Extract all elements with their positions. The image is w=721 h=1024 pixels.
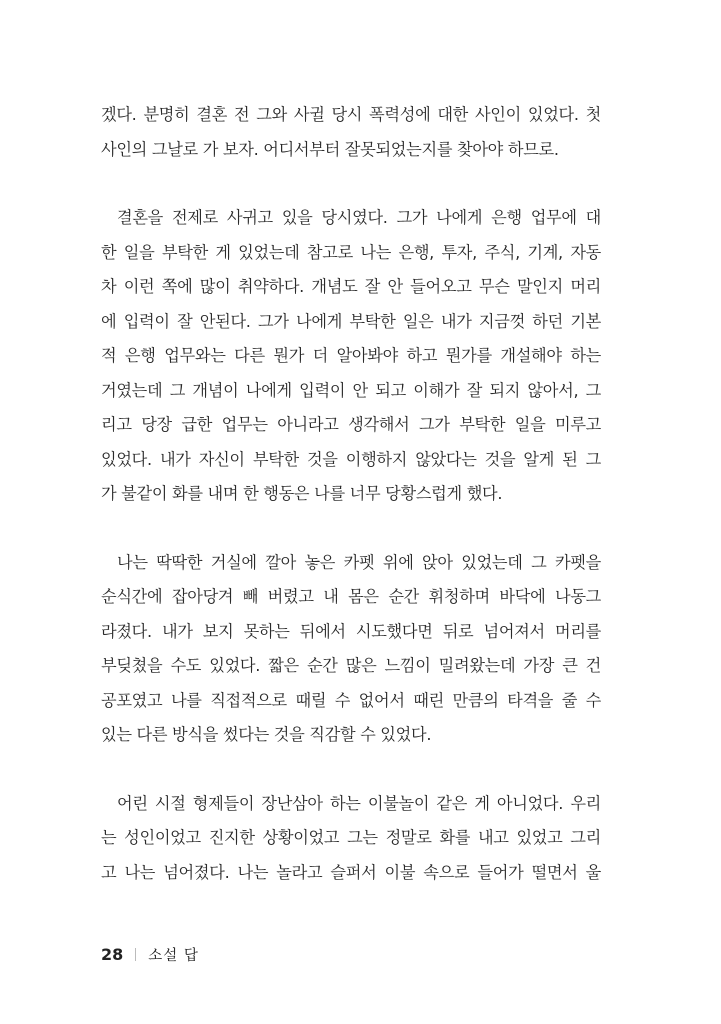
text-line: 거였는데 그 개념이 나에게 입력이 안 되고 이해가 잘 되지 않아서, 그 [101,380,601,400]
text-line: 에 입력이 잘 안된다. 그가 나에게 부탁한 일은 내가 지금껏 하던 기본 [101,311,601,331]
text-line: 있는 다른 방식을 썼다는 것을 직감할 수 있었다. [101,725,432,744]
paragraph-2 [101,201,601,512]
text-line: 결혼을 전제로 사귀고 있을 당시였다. 그가 나에게 은행 업무에 대 [117,208,601,227]
text-line: 있었다. 내가 자신이 부탁한 것을 이행하지 않았다는 것을 알게 된 그 [101,449,601,469]
text-line: 사인의 그날로 가 보자. 어디서부터 잘못되었는지를 찾아야 하므로. [101,139,559,159]
text-line: 부딪쳤을 수도 있었다. 짧은 순간 많은 느낌이 밀려왔는데 가장 큰 건 [101,656,601,675]
text-line: 는 성인이었고 진지한 상황이었고 그는 정말로 화를 내고 있었고 그리 [101,828,601,847]
text-line: 어린 시절 형제들이 장난삼아 하는 이불놀이 같은 게 아니었다. 우리 [117,793,601,813]
text-line: 적 은행 업무와는 다른 뭔가 더 알아봐야 하고 뭔가를 개설해야 하는 [101,346,601,365]
text-line: 라졌다. 내가 보지 못하는 뒤에서 시도했다면 뒤로 넘어져서 머리를 [101,621,601,641]
paragraph-1 [101,98,601,167]
text-line: 공포였고 나를 직접적으로 때릴 수 없어서 때린 만큼의 타격을 줄 수 [101,690,601,710]
paragraph-3 [101,546,601,753]
text-line: 겠다. 분명히 결혼 전 그와 사귈 당시 폭력성에 대한 사인이 있었다. 첫 [101,105,601,124]
text-line: 한 일을 부탁한 게 있었는데 참고로 나는 은행, 투자, 주식, 기계, 자동 [101,242,601,262]
text-line: 나는 딱딱한 거실에 깔아 놓은 카펫 위에 앉아 있었는데 그 카펫을 [117,552,601,572]
footer-separator [135,948,136,961]
book-page-body [101,98,601,924]
text-line: 순식간에 잡아당겨 빼 버렸고 내 몸은 순간 휘청하며 바닥에 나동그 [101,587,601,606]
paragraph-4 [101,787,601,891]
page-footer [101,944,199,965]
text-line: 리고 당장 급한 업무는 아니라고 생각해서 그가 부탁한 일을 미루고 [101,415,601,434]
book-title: 소설 답 [148,948,199,964]
text-line: 차 이런 쪽에 많이 취약하다. 개념도 잘 안 들어오고 무슨 말인지 머리 [101,277,601,296]
text-line: 고 나는 넘어졌다. 나는 놀라고 슬퍼서 이불 속으로 들어가 떨면서 울 [101,862,601,882]
page-number: 28 [101,945,124,964]
text-line: 가 불같이 화를 내며 한 행동은 나를 너무 당황스럽게 했다. [101,484,503,503]
